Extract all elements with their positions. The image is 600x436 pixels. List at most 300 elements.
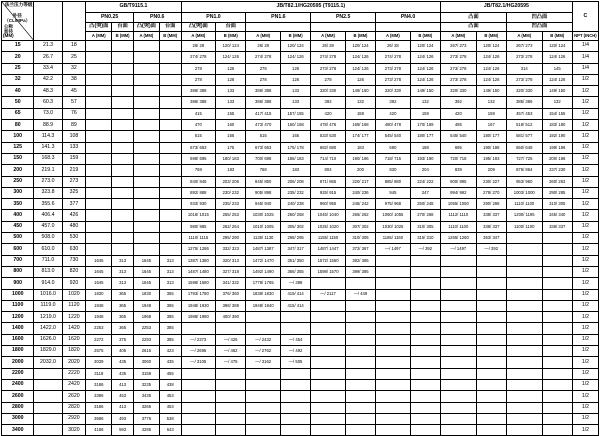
cell-dim-4: 313 (159, 266, 181, 277)
cell-dim-4 (159, 86, 181, 97)
cell-dim-9 (311, 346, 346, 357)
cell-nominal-diameter: 1800 (2, 346, 34, 357)
cell-dim-12: 247 (410, 187, 440, 198)
cell-dim-14: 338/ 337 (476, 221, 506, 232)
cell-nominal-diameter: 50 (2, 97, 34, 108)
cell-dim-1 (86, 199, 112, 210)
cell-outer-diameter: 1119.0 (34, 300, 62, 311)
cell-dim-6: 126 (216, 74, 246, 85)
cell-npt: 1/2 (572, 142, 598, 153)
table-head (2, 2, 599, 41)
cell-dim-3: 3266 (133, 402, 159, 413)
cell-outer-diameter (34, 425, 62, 436)
cell-npt: 1/2 (572, 391, 598, 402)
cell-outer-diameter: 457.0 (34, 221, 62, 232)
cell-grade: 76 (62, 108, 86, 119)
cell-dim-8: 415/ 414 (280, 300, 310, 311)
cell-dim-2: 365 (112, 289, 134, 300)
cell-outer-diameter: 2032.0 (34, 357, 62, 368)
cell-dim-10: 240/ 236 (345, 187, 375, 198)
corner-label-mid: 外径（CL/MPa） (4, 13, 31, 23)
table-row (2, 187, 599, 198)
cell-dim-1: 3186 (86, 379, 112, 390)
cell-dim-14 (476, 391, 506, 402)
unit-col-8: B (MM) (280, 32, 310, 41)
cell-dim-11: 975/ 968 (376, 199, 411, 210)
cell-dim-6: 165 (216, 131, 246, 142)
cell-dim-12 (410, 346, 440, 357)
cell-dim-5 (181, 323, 216, 334)
cell-dim-6: 230/ 232 (216, 187, 246, 198)
cell-dim-15: 1110/ 1100 (506, 199, 542, 210)
cell-dim-6: 255/ 253 (216, 210, 246, 221)
cell-dim-8: 347/ 317 (280, 244, 310, 255)
cell-dim-15 (506, 334, 542, 345)
cell-dim-3 (133, 165, 159, 176)
cell-dim-6: 180/ 183 (216, 153, 246, 164)
cell-npt: 1/2 (572, 425, 598, 436)
cell-dim-1 (86, 41, 112, 52)
cell-dim-2 (112, 63, 134, 74)
table-row (2, 52, 599, 63)
cell-dim-8: 351/ 350 (280, 255, 310, 266)
outer-diameter-header (34, 2, 62, 41)
cell-dim-14: 278/ 270 (476, 187, 506, 198)
unit-col-3: A (MM) (133, 32, 159, 41)
cell-grade: 38 (62, 74, 86, 85)
cell-outer-diameter (34, 413, 62, 424)
cell-dim-16: 338/ 337 (542, 221, 572, 232)
cell-dim-8: 126 (280, 74, 310, 85)
cell-dim-14: 124/ 126 (476, 74, 506, 85)
cell-dim-5 (181, 379, 216, 390)
cell-npt: 1/2 (572, 108, 598, 119)
unit-col-7: A (MM) (246, 32, 281, 41)
cell-dim-3: 1830 (133, 289, 159, 300)
cell-dim-4 (159, 108, 181, 119)
cell-dim-14 (476, 278, 506, 289)
table-row (2, 120, 599, 131)
cell-dim-16 (542, 244, 572, 255)
group-header-jb82-hg20595-a: JB/T82.1/HG20595 (T9115.1) (181, 2, 440, 13)
cell-dim-13 (440, 379, 476, 390)
cell-dim-9 (311, 357, 346, 368)
cell-dim-10: 169/ 168 (345, 120, 375, 131)
cell-dim-3 (133, 199, 159, 210)
cell-dim-6: 175 (216, 142, 246, 153)
cell-dim-11 (376, 312, 411, 323)
table-row (2, 41, 599, 52)
cell-dim-5: 698/ 695 (181, 153, 216, 164)
cell-dim-9: 274/ 278 (311, 52, 346, 63)
group-header-jb82-hg20595-b: JB/T82.1/HG20595 (440, 2, 572, 13)
cell-dim-4: 538 (159, 413, 181, 424)
cell-dim-10: 120/ 124 (345, 41, 375, 52)
cell-dim-4 (159, 142, 181, 153)
cell-grade: 2020 (62, 357, 86, 368)
cell-nominal-diameter: 150 (2, 153, 34, 164)
cell-npt: 1/2 (572, 86, 598, 97)
cell-dim-2: 593 (112, 425, 134, 436)
cell-dim-1 (86, 108, 112, 119)
cell-dim-7: 1487/ 1387 (246, 244, 281, 255)
cell-dim-16 (542, 368, 572, 379)
cell-dim-11 (376, 300, 411, 311)
cell-dim-2 (112, 41, 134, 52)
cell-dim-10: 245/ 242 (345, 199, 375, 210)
cell-grade: 2620 (62, 391, 86, 402)
cell-dim-8: 185/ 183 (280, 153, 310, 164)
unit-col-1: A (MM) (86, 32, 112, 41)
cell-dim-15: 320/ 330 (506, 86, 542, 97)
cell-dim-7 (246, 391, 281, 402)
cell-dim-10 (345, 278, 375, 289)
cell-grade: 1220 (62, 312, 86, 323)
cell-dim-3: 3435 (133, 391, 159, 402)
unit-col-5: A (MM) (181, 32, 216, 41)
cell-outer-diameter: 323.8 (34, 187, 62, 198)
cell-dim-7: 768 (246, 165, 281, 176)
cell-dim-14 (476, 312, 506, 323)
table-row (2, 176, 599, 187)
cell-dim-5 (181, 402, 216, 413)
cell-nominal-diameter: 1600 (2, 334, 34, 345)
sub-header-pn06: PN0.6 (133, 13, 181, 23)
cell-dim-14: 338/ 337 (476, 210, 506, 221)
cell-dim-4: 313 (159, 255, 181, 266)
cell-dim-15 (506, 323, 542, 334)
cell-dim-10: 265/ 262 (345, 210, 375, 221)
cell-dim-12: 124/ 126 (410, 63, 440, 74)
cell-dim-11: 885/ 880 (376, 176, 411, 187)
cell-dim-1: 1645 (86, 266, 112, 277)
cell-dim-13: 1110/ 1100 (440, 221, 476, 232)
cell-dim-12 (410, 289, 440, 300)
cell-dim-13: 900/ 895 (440, 176, 476, 187)
cell-dim-14: 120/ 124 (476, 41, 506, 52)
table-row (2, 425, 599, 436)
cell-dim-7 (246, 379, 281, 390)
cell-dim-9: 1487/ 1447 (311, 244, 346, 255)
cell-npt: 1/2 (572, 221, 598, 232)
cell-dim-15: 1100/ 1100 (506, 221, 542, 232)
cell-dim-12 (410, 266, 440, 277)
cell-dim-1: 3686 (86, 413, 112, 424)
cell-dim-1 (86, 153, 112, 164)
cell-dim-3 (133, 63, 159, 74)
cell-dim-16: 199/ 196 (542, 142, 572, 153)
cell-dim-15 (506, 300, 542, 311)
cell-dim-3 (133, 41, 159, 52)
table-row (2, 63, 599, 74)
table-row (2, 402, 599, 413)
cell-dim-12: 159 (410, 108, 440, 119)
cell-dim-13 (440, 402, 476, 413)
cell-dim-4 (159, 199, 181, 210)
cell-dim-2: 375 (112, 334, 134, 345)
unit-col-npt: NPT (INCH) (572, 32, 598, 41)
cell-dim-9: 960/ 955 (311, 199, 346, 210)
cell-dim-14 (476, 368, 506, 379)
cell-outer-diameter: 141.3 (34, 142, 62, 153)
cell-outer-diameter (34, 379, 62, 390)
cell-dim-3: 1968 (133, 312, 159, 323)
cell-dim-6 (216, 425, 246, 436)
cell-dim-5: 933/ 930 (181, 199, 216, 210)
cell-dim-7: 515 (246, 131, 281, 142)
cell-dim-11: 830 (376, 165, 411, 176)
cell-dim-16: 310/ 305 (542, 199, 572, 210)
cell-npt: 1/2 (572, 199, 598, 210)
cell-outer-diameter: 73.0 (34, 108, 62, 119)
cell-dim-1 (86, 210, 112, 221)
cell-dim-5: 515 (181, 131, 216, 142)
cell-dim-8: 183 (280, 165, 310, 176)
cell-dim-14 (476, 357, 506, 368)
cell-dim-5: 673/ 663 (181, 142, 216, 153)
cell-grade: 32 (62, 63, 86, 74)
cell-dim-12: 180/ 177 (410, 131, 440, 142)
cell-dim-13: 545/ 540 (440, 131, 476, 142)
cell-dim-8 (280, 413, 310, 424)
cell-dim-15 (506, 244, 542, 255)
cell-outer-diameter (34, 402, 62, 413)
cell-dim-12 (410, 300, 440, 311)
cell-dim-13: 273/ 278 (440, 74, 476, 85)
cell-dim-10 (345, 357, 375, 368)
cell-dim-16 (542, 233, 572, 244)
cell-dim-10: 132 (345, 97, 375, 108)
cell-grade: 18 (62, 41, 86, 52)
cell-dim-4: 385 (159, 323, 181, 334)
table-row (2, 165, 599, 176)
cell-dim-2 (112, 176, 134, 187)
cell-dim-5: 892/ 888 (181, 187, 216, 198)
cell-dim-6: 341/ 332 (216, 278, 246, 289)
cell-nominal-diameter: 500 (2, 233, 34, 244)
cell-dim-9: 714/ 710 (311, 153, 346, 164)
cell-dim-11 (376, 289, 411, 300)
cell-dim-1 (86, 187, 112, 198)
cell-dim-12: 310/ 305 (410, 221, 440, 232)
cell-nominal-diameter: 600 (2, 244, 34, 255)
cell-dim-6: 124/ 126 (216, 52, 246, 63)
facetype-group3-tg: 凹凸面 (506, 23, 572, 32)
cell-dim-11 (376, 413, 411, 424)
cell-dim-9: 278 (311, 74, 346, 85)
cell-dim-2 (112, 210, 134, 221)
cell-dim-11: 273/ 278 (376, 63, 411, 74)
cell-dim-11: 26/ 28 (376, 41, 411, 52)
cell-dim-16 (542, 278, 572, 289)
table-row (2, 221, 599, 232)
facetype-pn025-raised: 凸(突)面 (86, 23, 112, 32)
cell-dim-14 (476, 413, 506, 424)
cell-dim-11: 1060/ 1055 (376, 210, 411, 221)
cell-dim-15 (506, 413, 542, 424)
cell-dim-11: 480/ 478 (376, 120, 411, 131)
group-header-gb9115: GB/T9115.1 (86, 2, 181, 13)
cell-dim-16: 345/ 340 (542, 210, 572, 221)
table-row (2, 142, 599, 153)
cell-dim-6 (216, 379, 246, 390)
cell-grade: 25 (62, 52, 86, 63)
cell-dim-11: 690 (376, 142, 411, 153)
cell-dim-12 (410, 425, 440, 436)
cell-dim-10: 190/ 186 (345, 153, 375, 164)
cell-outer-diameter: 813.0 (34, 266, 62, 277)
cell-dim-2 (112, 131, 134, 142)
cell-dim-1 (86, 244, 112, 255)
cell-outer-diameter: 26.7 (34, 52, 62, 63)
cell-dim-14 (476, 289, 506, 300)
cell-dim-4: 365 (159, 289, 181, 300)
cell-dim-10: 392/ 385 (345, 255, 375, 266)
cell-dim-10 (345, 391, 375, 402)
cell-dim-9: 871/ 865 (311, 176, 346, 187)
cell-outer-diameter: 1422.0 (34, 323, 62, 334)
cell-grade: 530 (62, 233, 86, 244)
cell-dim-9 (311, 334, 346, 345)
cell-dim-11: 274/ 278 (376, 52, 411, 63)
cell-dim-4 (159, 97, 181, 108)
facetype-pn25 (311, 23, 376, 32)
cell-dim-7: 274/ 278 (246, 52, 281, 63)
cell-dim-9: 320/ 330 (311, 86, 346, 97)
table-row (2, 233, 599, 244)
cell-dim-14 (476, 266, 506, 277)
cell-dim-8: 120/ 124 (280, 41, 310, 52)
cell-nominal-diameter: 250 (2, 176, 34, 187)
cell-dim-8: 175/ 178 (280, 142, 310, 153)
cell-outer-diameter (34, 391, 62, 402)
cell-dim-15 (506, 379, 542, 390)
cell-dim-5: 980/ 985 (181, 221, 216, 232)
cell-dim-15: 273/ 278 (506, 52, 542, 63)
cell-dim-13: 267/ 273 (440, 41, 476, 52)
cell-outer-diameter: 42.2 (34, 74, 62, 85)
cell-dim-1: 2272 (86, 334, 112, 345)
cell-dim-12 (410, 323, 440, 334)
cell-dim-10: 200 (345, 165, 375, 176)
cell-dim-14 (476, 425, 506, 436)
cell-dim-4 (159, 221, 181, 232)
cell-dim-8 (280, 312, 310, 323)
cell-dim-7: 700/ 698 (246, 153, 281, 164)
cell-grade: 133 (62, 142, 86, 153)
table-row (2, 86, 599, 97)
cell-npt: 1/2 (572, 97, 598, 108)
cell-dim-7 (246, 323, 281, 334)
cell-dim-9: 478/ 476 (311, 120, 346, 131)
cell-dim-13: —/ 1497 (440, 244, 476, 255)
cell-npt: 1/2 (572, 266, 598, 277)
cell-dim-8: 366/ 355 (280, 266, 310, 277)
cell-dim-10 (345, 413, 375, 424)
cell-dim-4: 423 (159, 346, 181, 357)
cell-dim-2: 493 (112, 413, 134, 424)
cell-dim-7: 1135/ 1130 (246, 233, 281, 244)
cell-dim-5: 840/ 845 (181, 176, 216, 187)
cell-dim-10: 183 (345, 142, 375, 153)
cell-dim-16 (542, 402, 572, 413)
cell-dim-2 (112, 74, 134, 85)
cell-dim-9: —/ 2117 (311, 289, 346, 300)
cell-dim-11: 1165/ 1160 (376, 233, 411, 244)
cell-dim-2 (112, 233, 134, 244)
cell-grade: 2420 (62, 379, 86, 390)
cell-dim-9: 682/ 680 (311, 142, 346, 153)
cell-dim-13: 273/ 278 (440, 63, 476, 74)
cell-dim-4: 453 (159, 391, 181, 402)
cell-dim-1 (86, 176, 112, 187)
table-row (2, 334, 599, 345)
sub-header-pn025: PN0.25 (86, 13, 134, 23)
cell-dim-6: 398/ 388 (216, 300, 246, 311)
cell-dim-6: —/ 425 (216, 334, 246, 345)
cell-outer-diameter: 48.3 (34, 86, 62, 97)
cell-dim-12: 204 (410, 165, 440, 176)
cell-nominal-diameter: 40 (2, 86, 34, 97)
cell-dim-1 (86, 221, 112, 232)
cell-dim-3: 1645 (133, 278, 159, 289)
facetype-pn40 (376, 23, 441, 32)
cell-dim-16: 183/ 180 (542, 120, 572, 131)
cell-dim-8 (280, 323, 310, 334)
cell-dim-4 (159, 176, 181, 187)
cell-grade: 325 (62, 187, 86, 198)
cell-outer-diameter: 914.0 (34, 278, 62, 289)
cell-nominal-diameter: 2200 (2, 368, 34, 379)
cell-dim-15: 267/ 273 (506, 41, 542, 52)
cell-dim-9 (311, 300, 346, 311)
cell-dim-10: 372/ 367 (345, 244, 375, 255)
corner-label-top: 法兰压力等级 (4, 1, 33, 7)
cell-grade: 1020 (62, 289, 86, 300)
cell-dim-4: 453 (159, 402, 181, 413)
cell-dim-7: 386/ 388 (246, 97, 281, 108)
cell-dim-9: 1598/ 1570 (311, 266, 346, 277)
table-row (2, 210, 599, 221)
cell-dim-3: 4286 (133, 425, 159, 436)
cell-dim-15: 953/ 960 (506, 176, 542, 187)
cell-dim-16 (542, 379, 572, 390)
cell-dim-16: 124/ 126 (542, 52, 572, 63)
cell-dim-3 (133, 187, 159, 198)
sub-header-pn16: PN1.6 (246, 13, 311, 23)
table-row (2, 131, 599, 142)
cell-dim-7: 417/ 415 (246, 108, 281, 119)
cell-dim-10 (345, 379, 375, 390)
cell-dim-2: 365 (112, 323, 134, 334)
cell-grade: 159 (62, 153, 86, 164)
cell-dim-13 (440, 368, 476, 379)
cell-dim-7 (246, 402, 281, 413)
cell-dim-1: 3186 (86, 402, 112, 413)
cell-dim-10: 124/ 126 (345, 52, 375, 63)
cell-dim-5: 470 (181, 120, 216, 131)
cell-dim-9: 1025/ 1020 (311, 221, 346, 232)
cell-nominal-diameter: 15 (2, 41, 34, 52)
unit-col-12: B (MM) (410, 32, 440, 41)
cell-dim-2: 413 (112, 402, 134, 413)
cell-dim-4: 455 (159, 368, 181, 379)
flange-dimension-table (1, 1, 599, 436)
cell-dim-14 (476, 402, 506, 413)
cell-npt: 1/2 (572, 187, 598, 198)
table-row (2, 266, 599, 277)
cell-grade: 426 (62, 210, 86, 221)
